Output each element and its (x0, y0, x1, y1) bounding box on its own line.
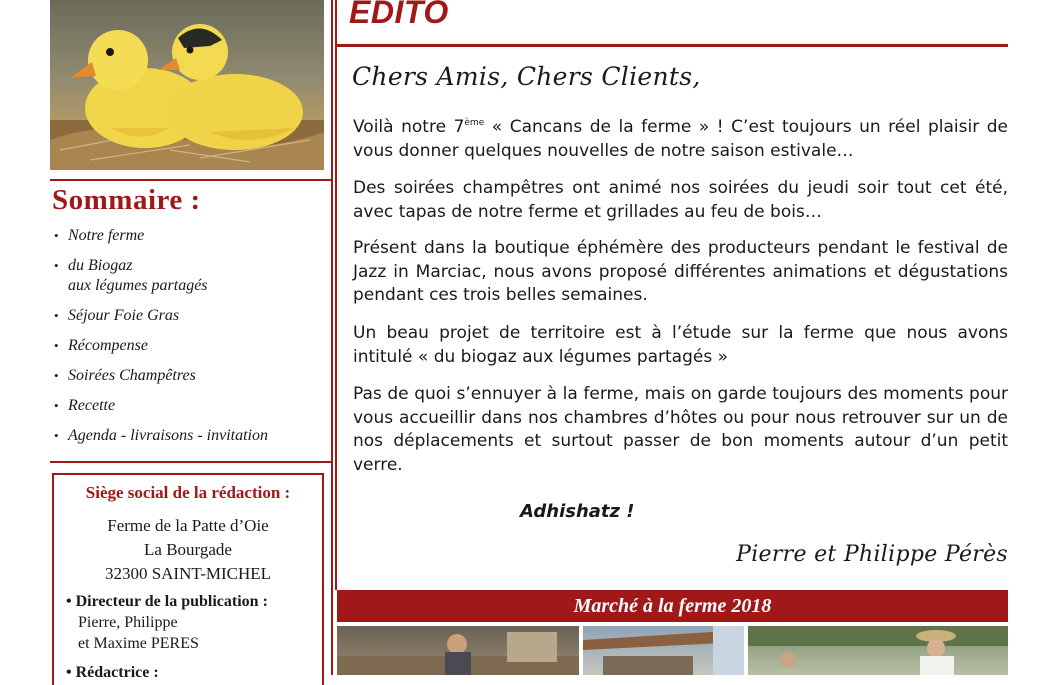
marche-banner: Marché à la ferme 2018 (337, 590, 1008, 622)
list-item: • Recette (54, 396, 268, 416)
redactrice-label: • Rédactrice : (66, 664, 159, 681)
market-photo (337, 626, 579, 675)
list-item: • Agenda - livraisons - invitation (54, 426, 268, 446)
paragraph: Un beau projet de territoire est à l’étude sur la ferme que nous avons intitulé « du biogaz aux légumes partagés » (353, 323, 1008, 367)
sommaire-title: Sommaire : (52, 184, 201, 216)
market-photo-illustration (748, 626, 1008, 675)
sommaire-list (54, 226, 268, 456)
column-divider (335, 0, 337, 590)
market-photo-illustration (583, 626, 744, 675)
edito-title: EDITO (349, 0, 449, 30)
address-line: La Bourgade (144, 540, 232, 559)
paragraph: Voilà notre 7ème « Cancans de la ferme » ! C’est toujours un réel plaisir de vous donner quelques nouvelles de notre saison estivale… (353, 117, 1008, 161)
signature: Pierre et Philippe Pérès (736, 542, 1008, 567)
market-photo (583, 626, 744, 675)
siege-title: Siège social de la rédaction : (85, 483, 291, 502)
directeur-name: Pierre, Philippe (78, 614, 178, 631)
edito-divider (337, 44, 1008, 47)
address-line: Ferme de la Patte d’Oie (107, 516, 269, 535)
directeur-name: et Maxime PERES (78, 635, 199, 652)
address-line: 32300 SAINT-MICHEL (104, 564, 272, 583)
paragraph: Des soirées champêtres ont animé nos soirées du jeudi soir tout cet été, avec tapas de notre ferme et grillades au feu de bois… (353, 178, 1008, 222)
market-photo (748, 626, 1008, 675)
greeting: Chers Amis, Chers Clients, (352, 62, 701, 91)
ducklings-photo (50, 0, 324, 170)
paragraph: Présent dans la boutique éphémère des producteurs pendant le festival de Jazz in Marciac, nous avons proposé différentes animations et dégustations pendant ces trois belles semaines. (353, 238, 1008, 305)
column-divider (331, 0, 333, 675)
ducklings-illustration (50, 0, 324, 170)
market-photo-illustration (337, 626, 579, 675)
divider (50, 461, 333, 463)
list-item: • Récompense (54, 336, 268, 356)
list-item: • du Biogaz aux légumes partagés (54, 256, 268, 296)
directeur-label: • Directeur de la publication : (66, 593, 268, 610)
list-item: • Notre ferme (54, 226, 268, 246)
paragraph: Pas de quoi s’ennuyer à la ferme, mais on garde toujours des moments pour vous accueillir dans nos chambres d’hôtes ou pour nous retrouver sur un de nos déplacements et surtout passer de bon moments autour d’un petit verre. (353, 384, 1008, 475)
siege-box (52, 473, 324, 685)
list-item: • Séjour Foie Gras (54, 306, 268, 326)
closing-text: Adhishatz ! (520, 501, 635, 522)
divider (50, 179, 333, 181)
list-item: • Soirées Champêtres (54, 366, 268, 386)
